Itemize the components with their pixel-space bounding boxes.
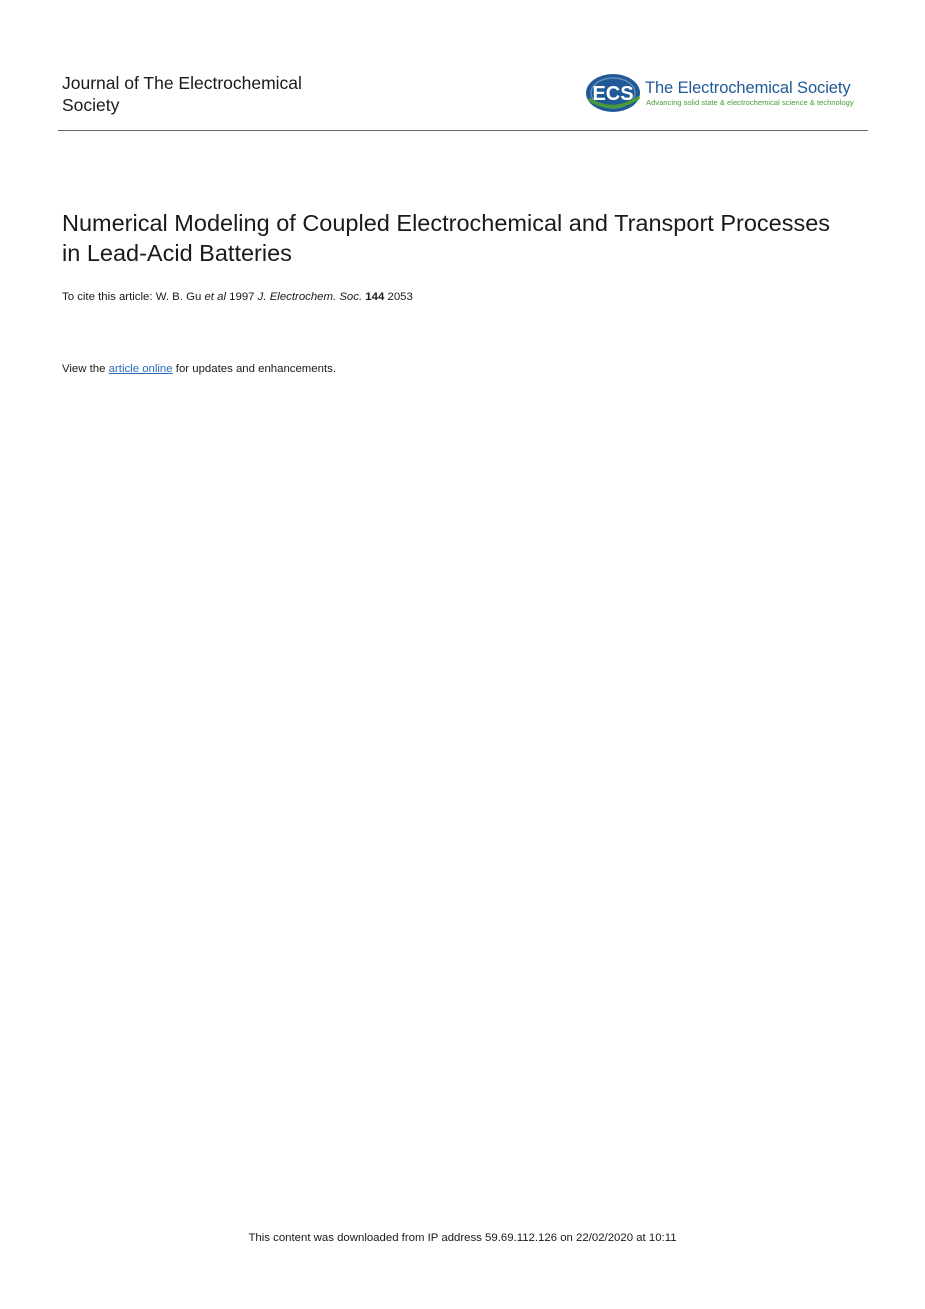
journal-name: Journal of The Electrochemical Society <box>62 73 302 115</box>
citation-et-al: et al <box>204 291 226 303</box>
view-online-after: for updates and enhancements. <box>175 363 336 375</box>
page-header <box>62 70 868 132</box>
citation-page: 2053 <box>387 291 413 303</box>
citation-authors: W. B. Gu <box>155 291 202 303</box>
citation-prefix: To cite this article: <box>62 291 153 303</box>
view-online-line <box>62 362 336 376</box>
citation-year: 1997 <box>229 291 255 303</box>
header-divider <box>58 130 868 131</box>
citation-journal: J. Electrochem. Soc. <box>257 291 363 303</box>
citation-volume: 144 <box>365 291 385 303</box>
society-tagline: Advancing solid state & electrochemical science & technology <box>646 98 854 107</box>
ecs-logo[interactable] <box>584 70 866 116</box>
download-note: This content was downloaded from IP address 59.69.112.126 on 22/02/2020 at 10:11 <box>248 1232 677 1244</box>
view-online-before: View the <box>62 363 106 375</box>
article-title: Numerical Modeling of Coupled Electrochemical and Transport Processes in Lead-Acid Batteries <box>62 210 831 266</box>
ecs-logo-mark-text: ECS <box>592 83 634 105</box>
ecs-logo-mark <box>584 70 644 116</box>
article-online-link[interactable]: article online <box>108 363 173 375</box>
citation-line <box>62 290 413 304</box>
society-name: The Electrochemical Society <box>645 79 851 97</box>
